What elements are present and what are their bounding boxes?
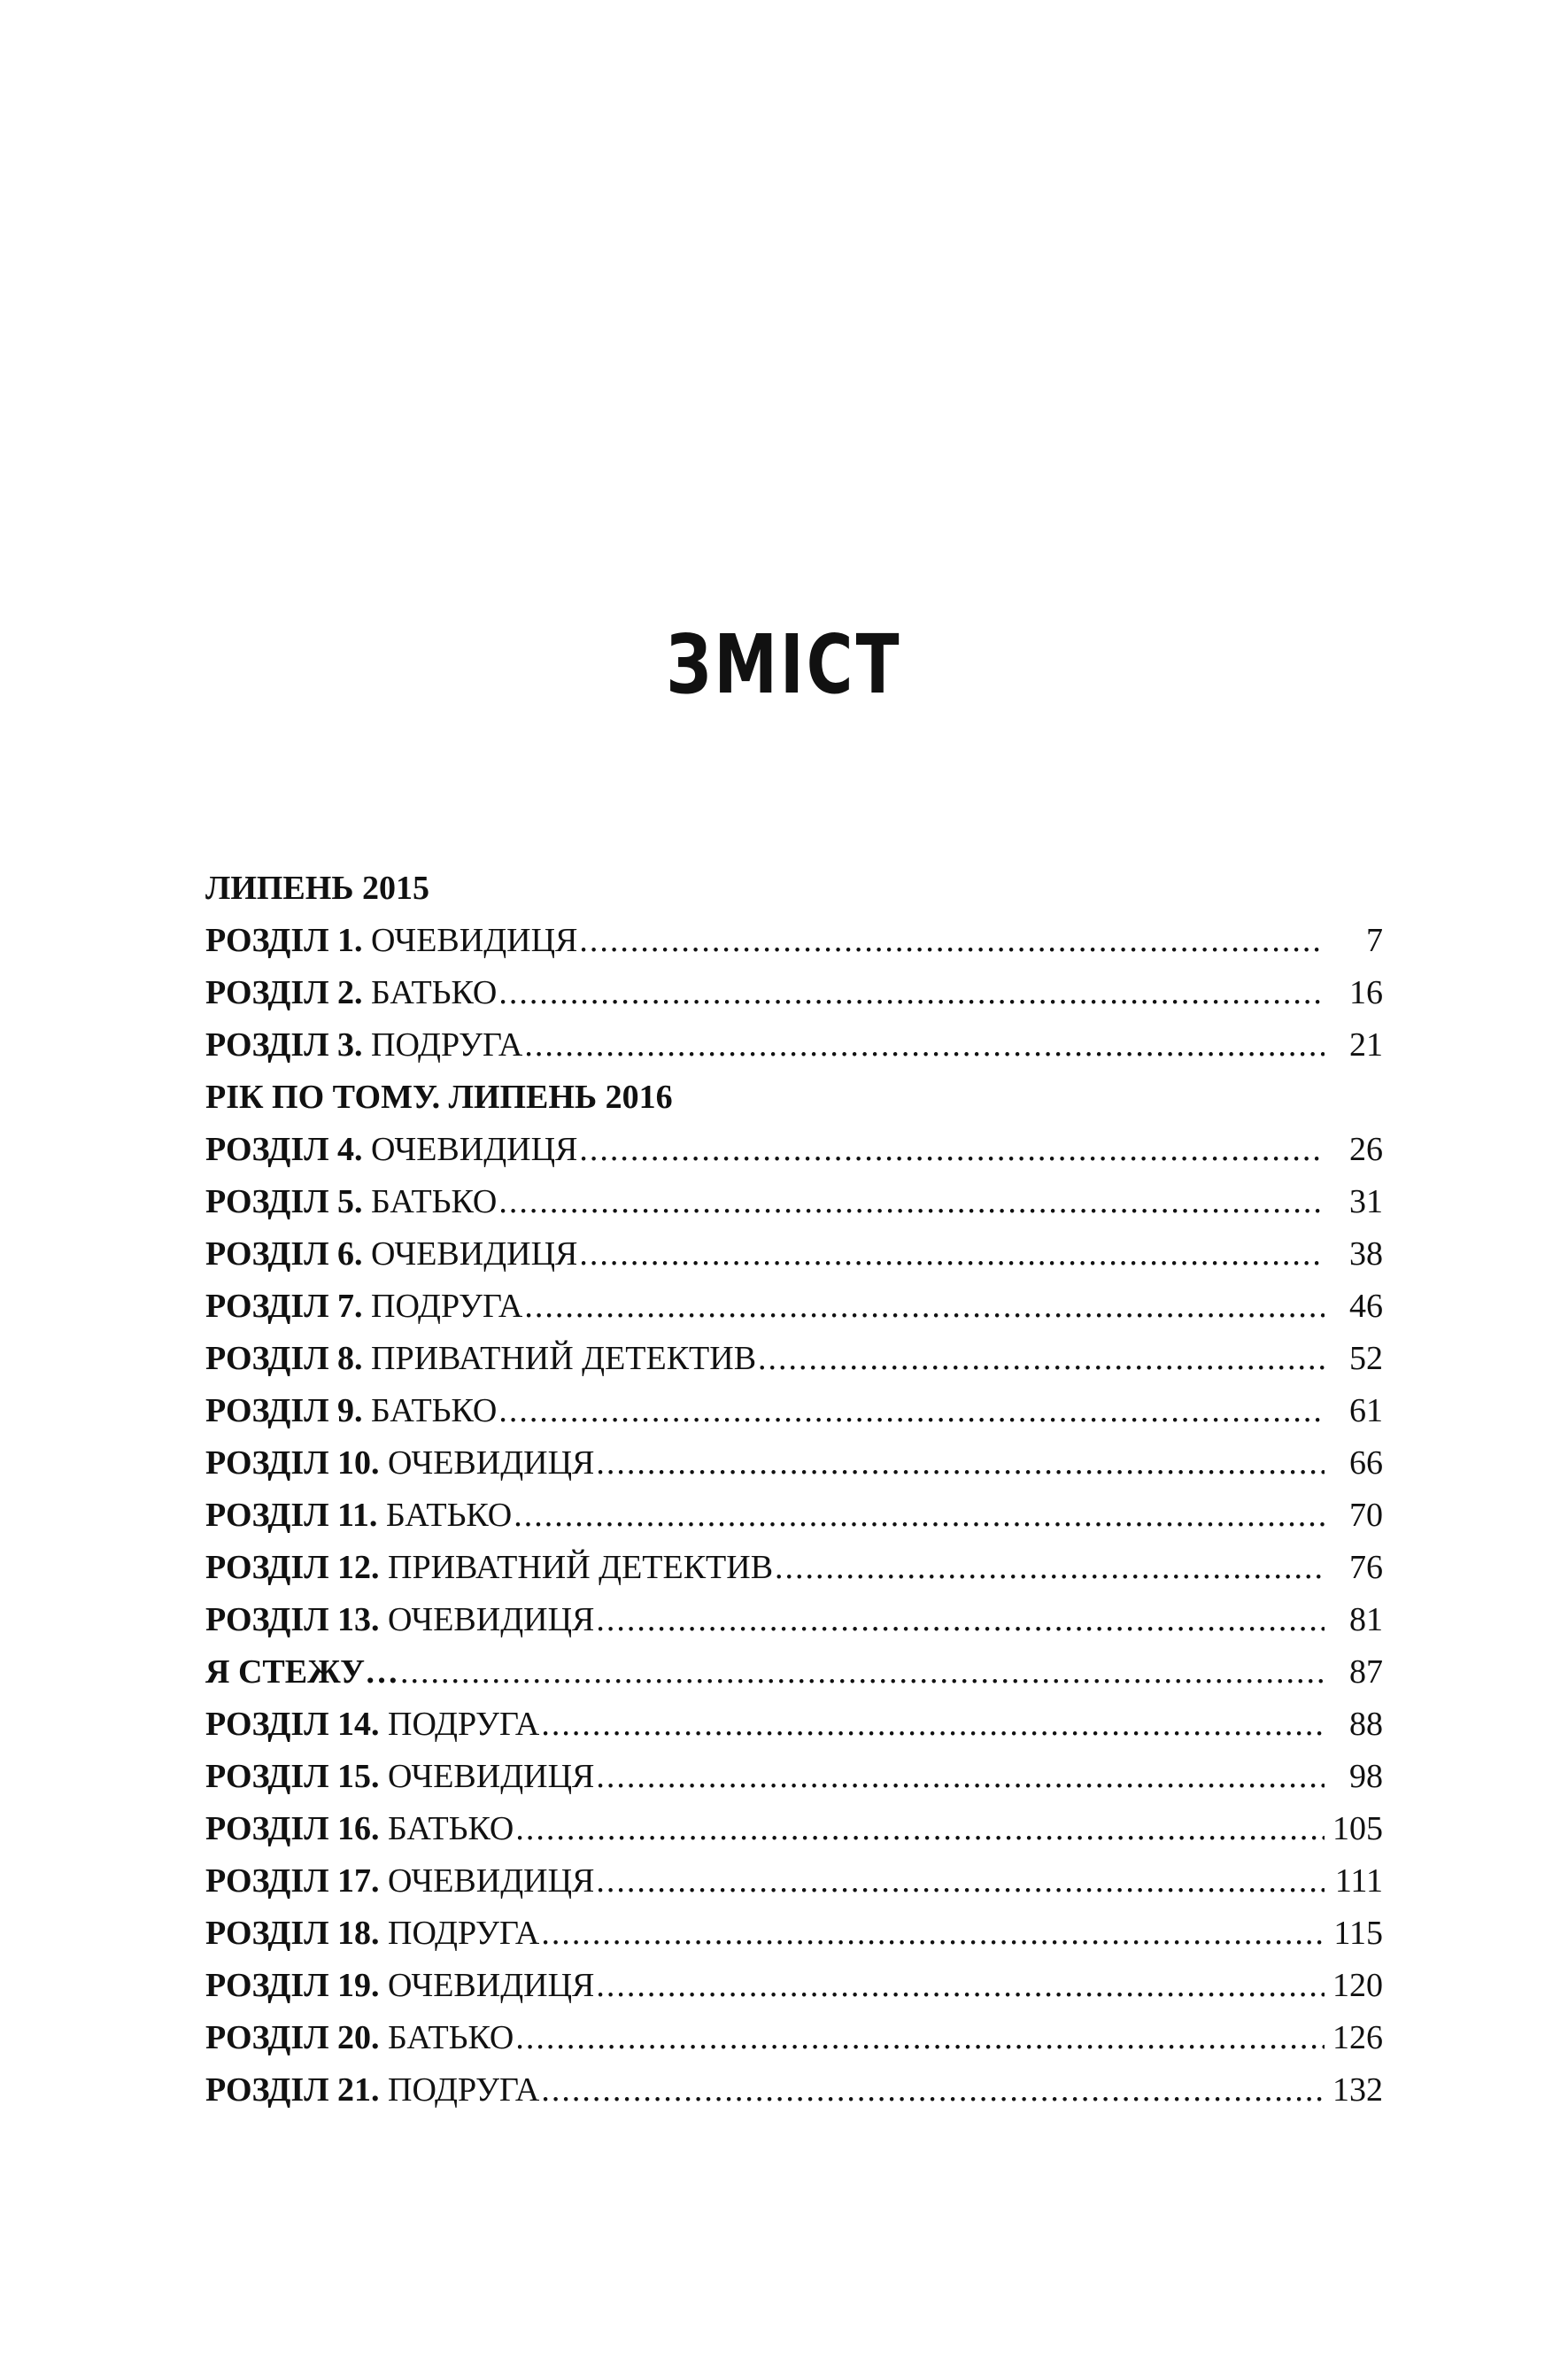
toc-entry-label <box>205 1542 773 1594</box>
toc-entry-label <box>205 1176 497 1228</box>
toc-entry-label <box>205 1490 512 1542</box>
toc-entry <box>205 2064 1383 2117</box>
toc-entry <box>205 1594 1383 1646</box>
toc-dot-leader <box>498 1176 1325 1228</box>
toc-entry-label <box>205 2064 539 2117</box>
toc-dot-leader <box>579 915 1325 967</box>
toc-dot-leader <box>541 2064 1325 2117</box>
toc-page-number: 16 <box>1349 974 1383 1011</box>
toc-chapter-name: ОЧЕВИДИЦЯ <box>388 1601 595 1638</box>
toc-page-number: 31 <box>1349 1183 1383 1220</box>
toc-entry-label <box>205 1908 539 1960</box>
toc-entry <box>205 1228 1383 1281</box>
toc-entry-label <box>205 1960 594 2012</box>
toc-entry <box>205 1542 1383 1594</box>
toc-chapter-number: РОЗДІЛ 11. <box>205 1497 378 1534</box>
toc-entry <box>205 915 1383 967</box>
toc-chapter-name: ОЧЕВИДИЦЯ <box>388 1862 595 1900</box>
toc-chapter-number: РОЗДІЛ 6. <box>205 1235 363 1273</box>
toc-entry <box>205 1490 1383 1542</box>
toc-chapter-name: БАТЬКО <box>388 2019 514 2056</box>
toc-page-number: 38 <box>1349 1235 1383 1273</box>
toc-chapter-number: РОЗДІЛ 19. <box>205 1967 380 2004</box>
toc-entry <box>205 1019 1383 1072</box>
toc-dot-leader <box>498 967 1325 1019</box>
toc-chapter-name: ПОДРУГА <box>371 1288 523 1325</box>
toc-chapter-number: РОЗДІЛ 14. <box>205 1706 380 1743</box>
toc-entry <box>205 1751 1383 1803</box>
toc-entry-label <box>205 1855 594 1908</box>
toc-chapter-number: РОЗДІЛ 18. <box>205 1915 380 1952</box>
toc-page-number: 7 <box>1366 922 1383 959</box>
toc-chapter-number: Я СТЕЖУ… <box>205 1653 398 1691</box>
toc-dot-leader <box>775 1542 1325 1594</box>
toc-dot-leader <box>541 1699 1325 1751</box>
page-title: ЗМІСТ <box>666 617 902 712</box>
toc-page-number: 70 <box>1349 1497 1383 1534</box>
toc-entry <box>205 967 1383 1019</box>
toc-page-number: 46 <box>1349 1288 1383 1325</box>
toc-entry-label <box>205 1751 594 1803</box>
toc-section-heading <box>205 863 1383 915</box>
toc-page-number: 98 <box>1349 1758 1383 1795</box>
toc-entry <box>205 1437 1383 1490</box>
toc-entry <box>205 1333 1383 1385</box>
toc-dot-leader <box>541 1908 1325 1960</box>
toc-entry <box>205 1281 1383 1333</box>
toc-page-number: 105 <box>1332 1810 1383 1847</box>
toc-dot-leader <box>579 1228 1325 1281</box>
toc-chapter-number: РОЗДІЛ 20. <box>205 2019 380 2056</box>
toc-entry <box>205 1646 1383 1699</box>
toc-dot-leader <box>498 1385 1325 1437</box>
toc-chapter-number: РОЗДІЛ 8. <box>205 1340 363 1377</box>
toc-entry-label <box>205 1803 514 1855</box>
toc-chapter-name: БАТЬКО <box>388 1810 514 1847</box>
toc-chapter-number: РОЗДІЛ 4. <box>205 1131 363 1168</box>
toc-chapter-name: ОЧЕВИДИЦЯ <box>371 1131 578 1168</box>
toc-page-number: 111 <box>1334 1862 1383 1900</box>
toc-chapter-number: РОЗДІЛ 21. <box>205 2071 380 2109</box>
toc-chapter-name: ПОДРУГА <box>388 2071 540 2109</box>
toc-chapter-number: РОЗДІЛ 15. <box>205 1758 380 1795</box>
toc-page-number: 76 <box>1349 1549 1383 1586</box>
toc-dot-leader <box>596 1960 1325 2012</box>
toc-entry-label <box>205 1281 522 1333</box>
toc-chapter-name: ПОДРУГА <box>371 1026 523 1064</box>
toc-page-number: 126 <box>1332 2019 1383 2056</box>
toc-entry <box>205 1855 1383 1908</box>
toc-chapter-number: РОЗДІЛ 1. <box>205 922 363 959</box>
toc-page-number: 52 <box>1349 1340 1383 1377</box>
toc-chapter-name: БАТЬКО <box>371 1183 498 1220</box>
toc-dot-leader <box>515 2012 1325 2064</box>
toc-chapter-name: БАТЬКО <box>385 1497 513 1534</box>
toc-chapter-number: РОЗДІЛ 17. <box>205 1862 380 1900</box>
toc-chapter-number: РОЗДІЛ 12. <box>205 1549 380 1586</box>
toc-entry-label <box>205 1699 539 1751</box>
toc-section-heading <box>205 1072 1383 1124</box>
toc-entry <box>205 1385 1383 1437</box>
toc-chapter-name: ОЧЕВИДИЦЯ <box>388 1444 595 1482</box>
toc-entry <box>205 2012 1383 2064</box>
toc-chapter-number: РОЗДІЛ 3. <box>205 1026 363 1064</box>
toc-entry <box>205 1699 1383 1751</box>
toc-dot-leader <box>596 1855 1325 1908</box>
toc-dot-leader <box>596 1437 1325 1490</box>
toc-entry-label: РІК ПО ТОМУ. ЛИПЕНЬ 2016 <box>205 1079 673 1116</box>
toc-chapter-name: ПОДРУГА <box>388 1915 540 1952</box>
toc-entry-label <box>205 1646 398 1699</box>
toc-entry <box>205 1124 1383 1176</box>
toc-page-number: 66 <box>1349 1444 1383 1482</box>
toc-page-number: 87 <box>1349 1653 1383 1691</box>
toc-page-number: 61 <box>1349 1392 1383 1429</box>
toc-page-number: 21 <box>1349 1026 1383 1064</box>
toc-chapter-number: РОЗДІЛ 7. <box>205 1288 363 1325</box>
toc-chapter-name: БАТЬКО <box>371 1392 498 1429</box>
toc-entry <box>205 1176 1383 1228</box>
toc-chapter-number: РОЗДІЛ 16. <box>205 1810 380 1847</box>
toc-entry-label: ЛИПЕНЬ 2015 <box>205 870 429 907</box>
toc-chapter-number: РОЗДІЛ 13. <box>205 1601 380 1638</box>
toc-chapter-name: ПРИВАТНИЙ ДЕТЕКТИВ <box>371 1340 757 1377</box>
toc-dot-leader <box>514 1490 1325 1542</box>
toc-entry <box>205 1803 1383 1855</box>
toc-dot-leader <box>758 1333 1325 1385</box>
toc-chapter-name: БАТЬКО <box>371 974 498 1011</box>
toc-page-number: 115 <box>1333 1915 1383 1952</box>
toc-page-number: 26 <box>1349 1131 1383 1168</box>
toc-dot-leader <box>524 1281 1325 1333</box>
table-of-contents <box>205 863 1383 2117</box>
toc-page-number: 120 <box>1332 1967 1383 2004</box>
toc-entry <box>205 1960 1383 2012</box>
toc-dot-leader <box>596 1594 1325 1646</box>
toc-page-number: 81 <box>1349 1601 1383 1638</box>
toc-chapter-name: ОЧЕВИДИЦЯ <box>371 1235 578 1273</box>
toc-entry-label <box>205 2012 514 2064</box>
toc-chapter-number: РОЗДІЛ 5. <box>205 1183 363 1220</box>
toc-entry-label <box>205 1437 594 1490</box>
toc-entry-label <box>205 915 577 967</box>
toc-entry-label <box>205 1385 497 1437</box>
toc-entry-label <box>205 1228 577 1281</box>
toc-dot-leader <box>579 1124 1325 1176</box>
toc-dot-leader <box>400 1646 1325 1699</box>
toc-page-number: 132 <box>1332 2071 1383 2109</box>
toc-page-number: 88 <box>1349 1706 1383 1743</box>
toc-entry-label <box>205 1124 577 1176</box>
toc-dot-leader <box>515 1803 1325 1855</box>
toc-entry-label <box>205 1019 522 1072</box>
toc-entry-label <box>205 1333 756 1385</box>
toc-entry-label <box>205 967 497 1019</box>
toc-chapter-number: РОЗДІЛ 10. <box>205 1444 380 1482</box>
toc-dot-leader <box>596 1751 1325 1803</box>
toc-chapter-name: ОЧЕВИДИЦЯ <box>371 922 578 959</box>
toc-entry <box>205 1908 1383 1960</box>
toc-chapter-number: РОЗДІЛ 2. <box>205 974 363 1011</box>
toc-chapter-number: РОЗДІЛ 9. <box>205 1392 363 1429</box>
toc-chapter-name: ОЧЕВИДИЦЯ <box>388 1967 595 2004</box>
toc-chapter-name: ПОДРУГА <box>388 1706 540 1743</box>
toc-dot-leader <box>524 1019 1325 1072</box>
toc-chapter-name: ОЧЕВИДИЦЯ <box>388 1758 595 1795</box>
toc-entry-label <box>205 1594 594 1646</box>
toc-chapter-name: ПРИВАТНИЙ ДЕТЕКТИВ <box>388 1549 774 1586</box>
